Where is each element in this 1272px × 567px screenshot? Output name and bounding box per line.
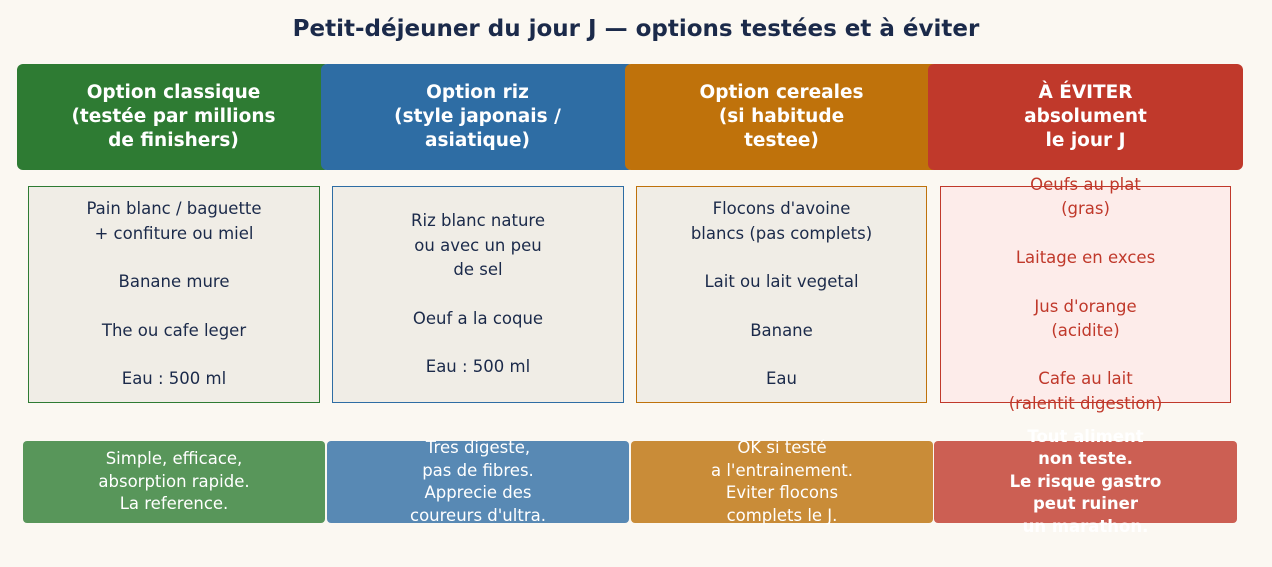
column-body-classique: Pain blanc / baguette + confiture ou miel Banane mure The ou cafe leger Eau : 500 ml xyxy=(28,186,320,403)
column-note-classique: Simple, efficace, absorption rapide. La reference. xyxy=(23,441,325,523)
column-body-riz: Riz blanc nature ou avec un peu de sel Oeuf a la coque Eau : 500 ml xyxy=(332,186,624,403)
column-body-cereales: Flocons d'avoine blancs (pas complets) Lait ou lait vegetal Banane Eau xyxy=(636,186,927,403)
column-header-classique: Option classique (testée par millions de finishers) xyxy=(17,64,330,170)
diagram-title: Petit-déjeuner du jour J — options testées et à éviter xyxy=(292,16,980,42)
column-note-cereales: OK si testé a l'entrainement. Eviter flocons complets le J. xyxy=(631,441,933,523)
column-note-riz: Tres digeste, pas de fibres. Apprecie des coureurs d'ultra. xyxy=(327,441,629,523)
column-body-a-eviter: Oeufs au plat (gras) Laitage en exces Jus d'orange (acidite) Cafe au lait (ralentit digestion) xyxy=(940,186,1231,403)
column-header-cereales: Option cereales (si habitude testee) xyxy=(625,64,938,170)
column-header-riz: Option riz (style japonais / asiatique) xyxy=(321,64,634,170)
column-note-a-eviter: Tout aliment non teste. Le risque gastro peut ruiner un marathon. xyxy=(934,441,1237,523)
column-header-a-eviter: À ÉVITER absolument le jour J xyxy=(928,64,1243,170)
